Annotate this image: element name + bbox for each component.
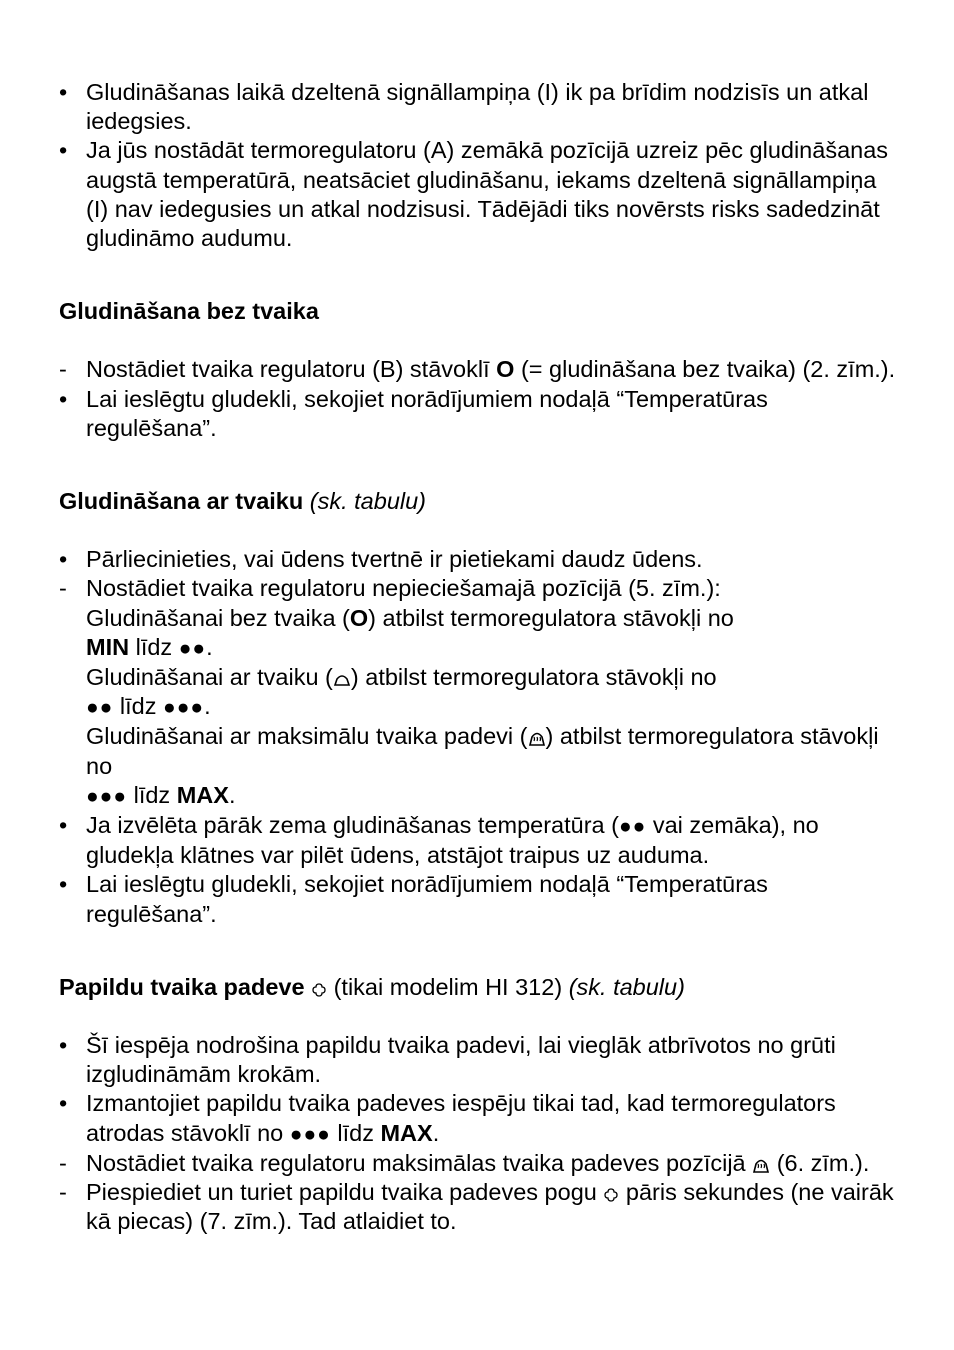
text-segment: Gludināšanai bez tvaika ( — [86, 604, 350, 631]
intro-list — [59, 78, 899, 253]
section-heading-ironing-with-steam — [59, 487, 899, 516]
max-label: MAX — [176, 781, 229, 808]
list-item — [59, 136, 899, 253]
heading-note: (sk. tabulu) — [309, 488, 427, 515]
max-label: MAX — [380, 1119, 433, 1146]
heading-model: (tikai modelim HI 312) — [333, 973, 563, 1000]
list-item-text: Lai ieslēgtu gludekli, sekojiet norādījumiem nodaļā “Temperatūras regulēšana”. — [86, 385, 768, 441]
list-item — [59, 385, 899, 443]
shot-of-steam-list — [59, 1031, 899, 1236]
text-segment: . — [228, 781, 236, 808]
max-steam-icon — [528, 729, 546, 747]
shot-of-steam-icon — [311, 982, 327, 998]
ironing-without-steam-list — [59, 355, 899, 443]
text-segment: līdz — [127, 781, 177, 808]
list-item — [59, 574, 899, 811]
text-segment: Ja izvēlēta pārāk zema gludināšanas temperatūra ( — [86, 812, 619, 839]
text-segment: Nostādiet tvaika regulatoru (B) stāvoklī — [86, 356, 497, 383]
list-item — [59, 1031, 899, 1089]
setting-no-steam — [86, 604, 899, 663]
text-segment: līdz — [129, 633, 179, 660]
text-segment: . — [204, 693, 211, 720]
list-item-text: Lai ieslēgtu gludekli, sekojiet norādījumiem nodaļā “Temperatūras regulēšana”. — [86, 871, 768, 927]
bullet-marker: • — [59, 812, 68, 839]
temperature-dots: ●●● — [163, 696, 205, 720]
min-label: MIN — [86, 633, 130, 660]
dash-marker: - — [59, 356, 67, 383]
list-item-text: Ja jūs nostādāt termoregulatoru (A) zemākā pozīcijā uzreiz pēc gludināšanas augstā temperatūrā, neatsāciet gludināšanu, iekams dzeltenā signāllampiņa (I) nav iedegusies un atkal nodzisusi. Tādējādi tiks novērsts risks sadedzināt gludināmo audumu. — [86, 137, 889, 252]
text-segment: Gludināšanai ar tvaiku ( — [86, 664, 333, 691]
manual-page — [59, 78, 899, 1237]
max-steam-icon — [752, 1156, 770, 1174]
text-segment: pāris sekundes (ne vairāk kā piecas) (7. zīm.). Tad atlaidiet to. — [86, 1179, 894, 1235]
bullet-marker: • — [59, 871, 68, 898]
section-heading-shot-of-steam — [59, 973, 899, 1002]
list-item-text: Pārliecinieties, vai ūdens tvertnē ir pietiekami daudz ūdens. — [86, 546, 703, 573]
temperature-dots: ●● — [618, 815, 647, 839]
list-item — [59, 1149, 899, 1178]
text-segment: Gludināšanai ar maksimālu tvaika padevi ( — [86, 723, 528, 750]
list-item — [59, 355, 899, 384]
list-item — [59, 811, 899, 870]
list-item — [59, 78, 899, 136]
text-segment: . — [206, 633, 213, 660]
symbol-o: O — [496, 356, 515, 383]
bullet-marker: • — [59, 385, 68, 412]
list-item — [59, 545, 899, 574]
temperature-dots: ●● — [86, 696, 114, 720]
setting-steam — [86, 663, 899, 722]
heading-note: (sk. tabulu) — [568, 973, 685, 1000]
text-segment: Piespiediet un turiet papildu tvaika padeves pogu — [86, 1179, 604, 1206]
bullet-marker: • — [59, 137, 68, 164]
bullet-marker: • — [59, 1090, 68, 1117]
heading-text: Papildu tvaika padeve — [59, 973, 305, 1000]
ironing-with-steam-list — [59, 545, 899, 929]
text-segment: Nostādiet tvaika regulatoru maksimālas tvaika padeves pozīcijā — [86, 1149, 753, 1176]
heading-text: Gludināšana ar tvaiku — [59, 488, 304, 515]
text-segment: . — [432, 1119, 440, 1146]
list-item-text: Šī iespēja nodrošina papildu tvaika padevi, lai vieglāk atbrīvotos no grūti izgludināmām krokām. — [86, 1032, 836, 1088]
temperature-dots: ●●● — [289, 1122, 331, 1146]
text-segment: ) atbilst termoregulatora stāvokļi no — [368, 604, 734, 631]
list-item — [59, 1178, 899, 1236]
dash-marker: - — [59, 575, 67, 602]
temperature-dots: ●● — [178, 636, 207, 660]
symbol-o: O — [349, 604, 369, 631]
section-heading-ironing-without-steam: Gludināšana bez tvaika — [59, 298, 319, 325]
dash-marker: - — [59, 1149, 67, 1176]
text-segment: ) atbilst termoregulatora stāvokļi no — [86, 723, 879, 779]
text-segment: līdz — [113, 693, 164, 720]
text-segment: līdz — [330, 1119, 381, 1146]
bullet-marker: • — [59, 79, 68, 105]
dash-marker: - — [59, 1179, 67, 1206]
steam-icon — [333, 672, 351, 688]
setting-max-steam — [86, 722, 899, 811]
text-segment: (6. zīm.). — [770, 1149, 870, 1176]
list-item — [59, 870, 899, 928]
text-segment: vai zemāka), no gludekļa klātnes var pilēt ūdens, atstājot traipus uz auduma. — [86, 812, 819, 869]
bullet-marker: • — [59, 546, 68, 573]
text-segment: ) atbilst termoregulatora stāvokļi no — [350, 664, 717, 691]
text-segment: Izmantojiet papildu tvaika padeves iespēju tikai tad, kad termoregulators atrodas stāvoklī no — [86, 1090, 836, 1146]
text-segment: (= gludināšana bez tvaika) (2. zīm.). — [514, 356, 896, 383]
list-item — [59, 1089, 899, 1148]
list-item-text: Gludināšanas laikā dzeltenā signāllampiņa (I) ik pa brīdim nodzisīs un atkal iedegsies. — [86, 79, 869, 135]
shot-of-steam-icon — [603, 1187, 619, 1203]
text-line: Nostādiet tvaika regulatoru nepieciešamajā pozīcijā (5. zīm.): — [86, 575, 721, 602]
temperature-dots: ●●● — [86, 784, 128, 808]
bullet-marker: • — [59, 1032, 68, 1059]
